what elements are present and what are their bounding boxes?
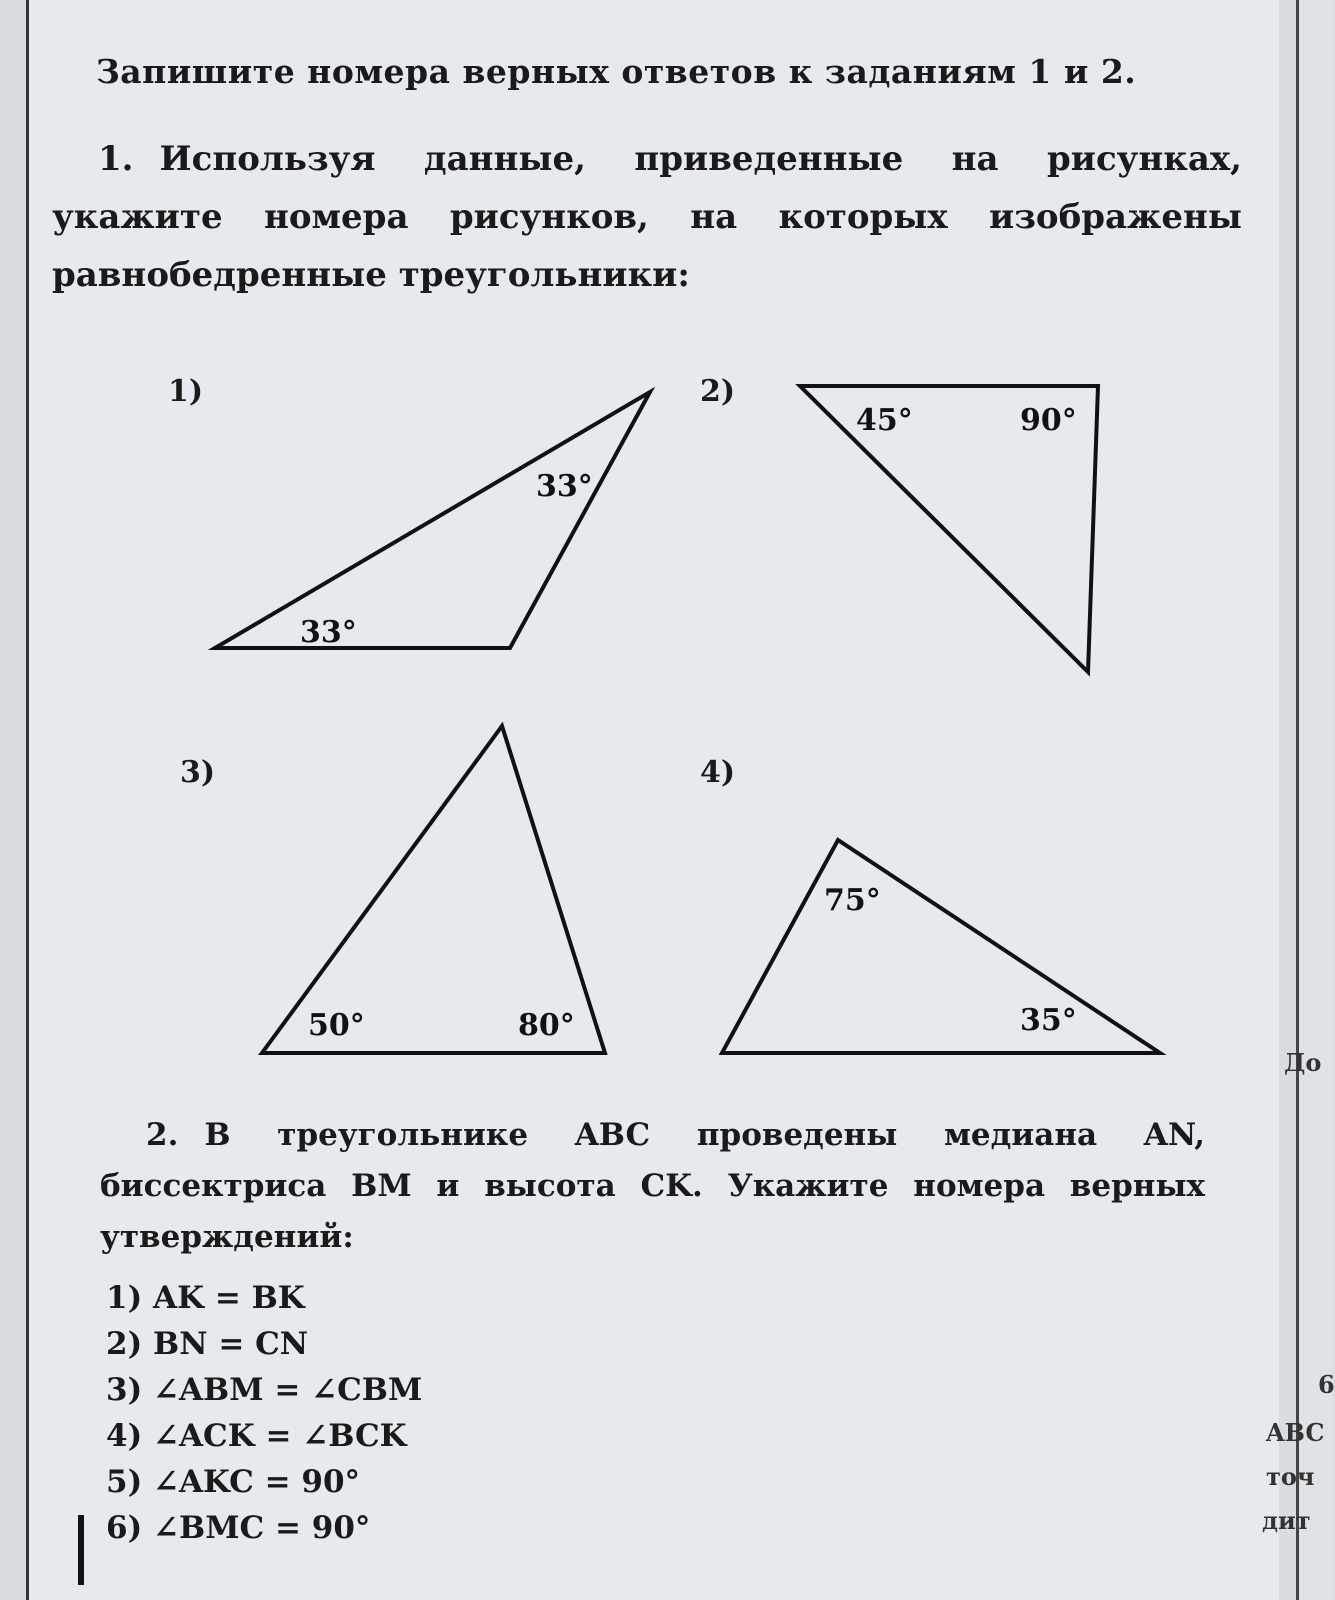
figure-4-label: 4) bbox=[700, 755, 736, 790]
figure-3-angle-right: 80° bbox=[518, 1008, 575, 1043]
task-2-number: 2. bbox=[146, 1117, 179, 1153]
edge-fragment: ABC bbox=[1266, 1418, 1325, 1447]
task-2-text: В треугольнике ABC проведены медиана AN, биссектриса BM и высота CK. Укажите номера верных утверждений: bbox=[100, 1117, 1205, 1255]
option-1: 1) AK = BK bbox=[106, 1280, 305, 1316]
triangle-4 bbox=[722, 840, 1160, 1053]
option-3: 3) ∠ABM = ∠CBM bbox=[106, 1372, 423, 1408]
figure-2-angle-right: 90° bbox=[1020, 403, 1077, 438]
figure-3-label: 3) bbox=[180, 755, 216, 790]
option-2: 2) BN = CN bbox=[106, 1326, 309, 1362]
edge-fragment: точ bbox=[1266, 1462, 1315, 1491]
figure-2-label: 2) bbox=[700, 374, 736, 409]
edge-fragment: 6 bbox=[1318, 1370, 1335, 1399]
figure-1-angle-bottom: 33° bbox=[300, 615, 357, 650]
instructions-header: Запишите номера верных ответов к заданиям 1 и 2. bbox=[96, 52, 1137, 91]
figure-1-angle-top: 33° bbox=[536, 469, 593, 504]
task-2-options bbox=[106, 1275, 422, 1551]
option-4: 4) ∠ACK = ∠BCK bbox=[106, 1418, 407, 1454]
triangle-1 bbox=[215, 392, 650, 648]
task-1-number: 1. bbox=[98, 139, 134, 179]
option-5: 5) ∠AKC = 90° bbox=[106, 1464, 361, 1500]
figure-1-label: 1) bbox=[168, 374, 204, 409]
option-6: 6) ∠BMC = 90° bbox=[106, 1510, 371, 1546]
edge-fragment: До bbox=[1284, 1048, 1322, 1077]
edge-fragment: дит bbox=[1262, 1506, 1311, 1535]
figure-4-angle-top: 75° bbox=[824, 883, 881, 918]
triangle-3 bbox=[262, 726, 605, 1053]
figure-2-angle-left: 45° bbox=[856, 403, 913, 438]
task-2 bbox=[100, 1110, 1205, 1263]
figure-4-angle-right: 35° bbox=[1020, 1003, 1077, 1038]
task-1-text: Используя данные, приведенные на рисунках, укажите номера рисунков, на которых изображены равнобедренные треугольники: bbox=[52, 139, 1242, 295]
figure-3-angle-left: 50° bbox=[308, 1008, 365, 1043]
